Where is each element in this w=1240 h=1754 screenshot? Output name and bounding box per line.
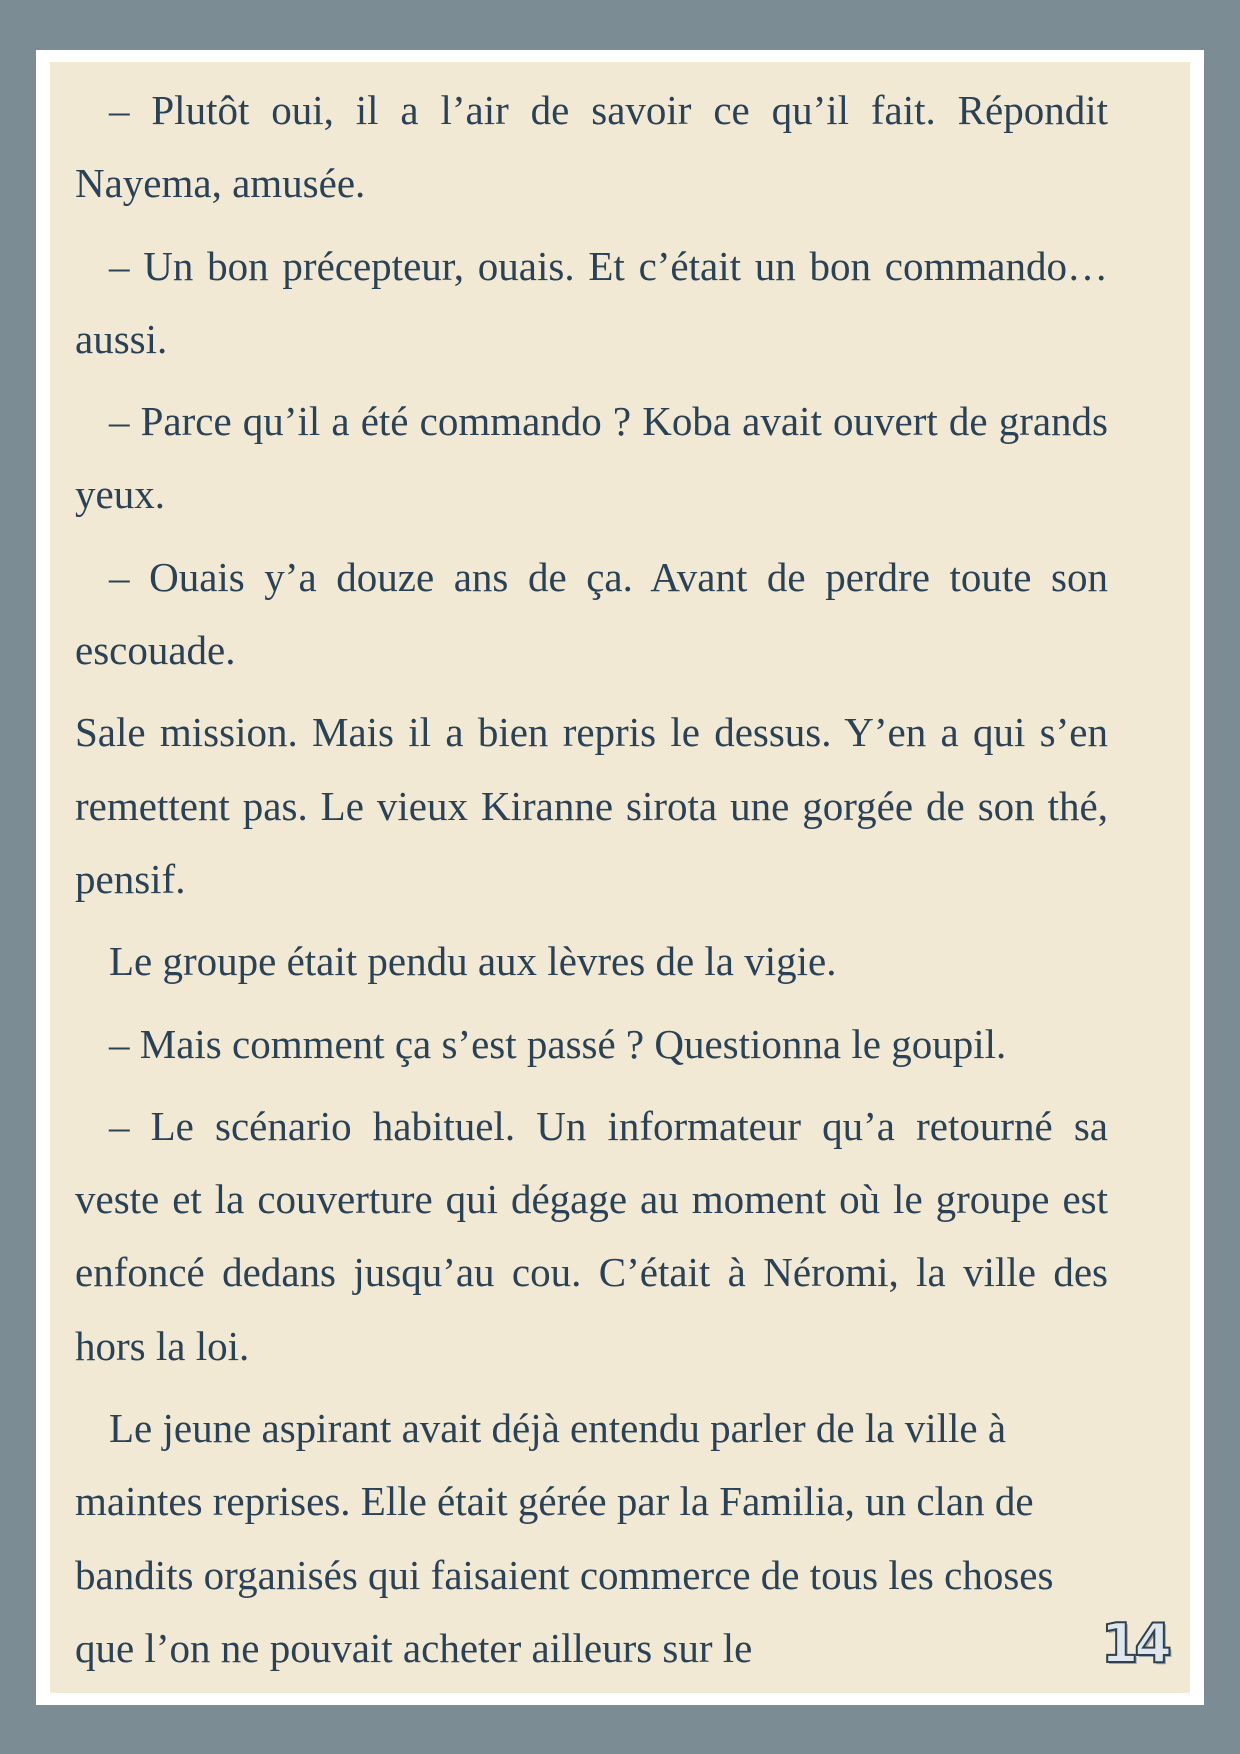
paragraph-2: – Un bon précepteur, ouais. Et c’était un bon commando… aussi. xyxy=(75,242,1108,362)
paragraph-5: Sale mission. Mais il a bien repris le dessus. Y’en a qui s’en remettent pas. Le vieux Kiranne sirota une gorgée de son thé, pensif. xyxy=(75,709,1108,902)
paragraph-9: Le jeune aspirant avait déjà entendu parler de la ville à maintes reprises. Elle était gérée par la Familia, un clan de bandits organisés qui faisaient commerce de tous les choses que l’on ne pouvait acheter ailleurs sur le xyxy=(75,1405,1054,1671)
page-text xyxy=(75,74,1108,1685)
book-page xyxy=(50,62,1190,1693)
page-number: 14 xyxy=(1100,1612,1168,1675)
paragraph-1: – Plutôt oui, il a l’air de savoir ce qu’il fait. Répondit Nayema, amusée. xyxy=(75,87,1108,207)
paragraph-8: – Le scénario habituel. Un informateur qu’a retourné sa veste et la couverture qui dégage au moment où le groupe est enfoncé dedans jusqu’au cou. C’était à Néromi, la ville des hors la loi. xyxy=(75,1102,1108,1369)
paragraph-4: – Ouais y’a douze ans de ça. Avant de perdre toute son escouade. xyxy=(75,553,1108,674)
paragraph-7: – Mais comment ça s’est passé ? Questionna le goupil. xyxy=(109,1020,1007,1067)
paragraph-3: – Parce qu’il a été commando ? Koba avait ouvert de grands yeux. xyxy=(75,398,1108,518)
paragraph-6: Le groupe était pendu aux lèvres de la vigie. xyxy=(109,938,837,985)
